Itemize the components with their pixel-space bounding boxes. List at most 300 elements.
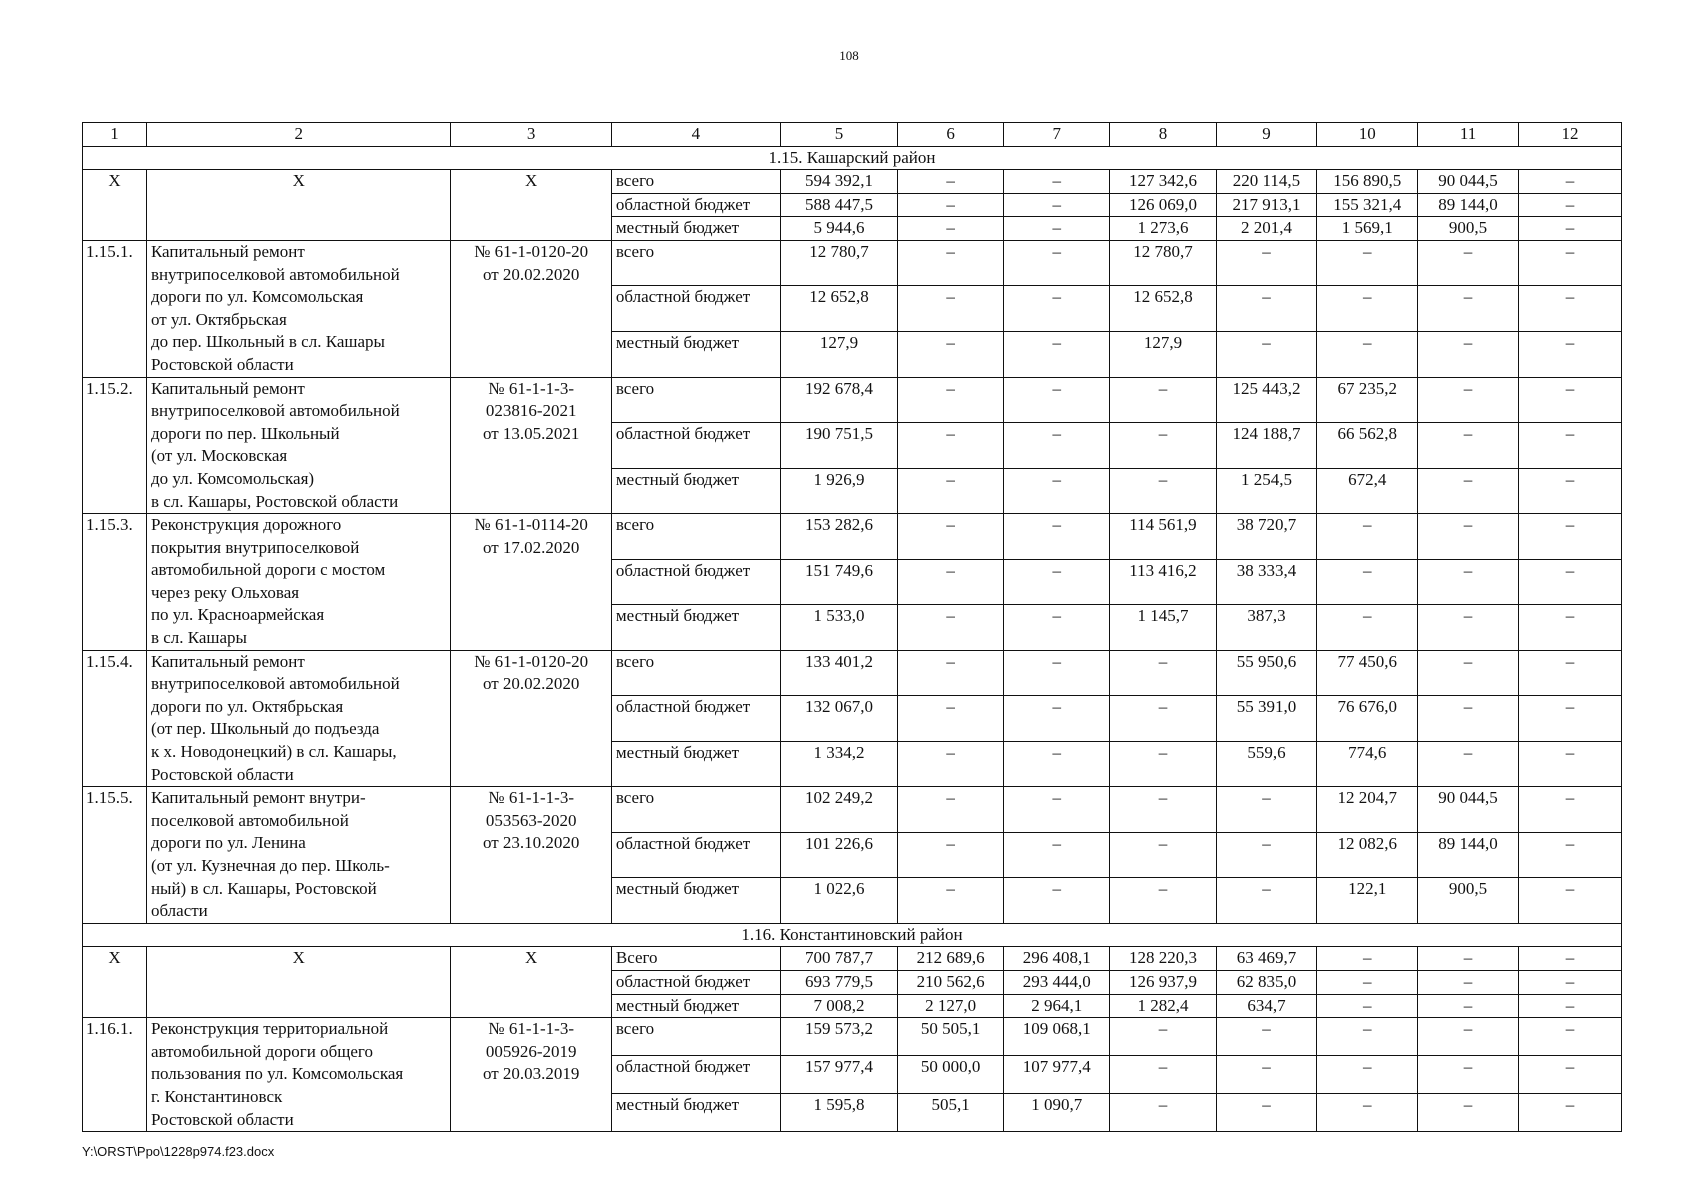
item-document-line: № 61-1-0120-20 (474, 651, 589, 671)
amount-cell: – (1418, 514, 1519, 560)
amount-cell: 109 068,1 (1004, 1018, 1110, 1056)
amount-cell: – (1518, 787, 1621, 833)
section-title: 1.16. Константиновский район (83, 923, 1622, 947)
column-number-cell: 11 (1418, 123, 1519, 147)
item-name (146, 1018, 451, 1132)
funding-source-label: областной бюджет (611, 559, 780, 605)
funding-source-label: областной бюджет (611, 696, 780, 742)
item-name-line: от ул. Октябрьская (150, 309, 287, 329)
amount-cell: 38 333,4 (1216, 559, 1317, 605)
amount-cell: – (1216, 286, 1317, 332)
amount-cell: – (1317, 970, 1418, 994)
amount-cell: 1 334,2 (780, 741, 897, 787)
amount-cell: – (1518, 286, 1621, 332)
amount-cell: – (1518, 1018, 1621, 1056)
amount-cell: – (1110, 741, 1216, 787)
amount-cell: – (1317, 1094, 1418, 1132)
amount-cell: 588 447,5 (780, 193, 897, 217)
amount-cell: – (1418, 650, 1519, 696)
footer-file-path: Y:\ORST\Ppo\1228p974.f23.docx (82, 1144, 275, 1159)
page-number: 108 (839, 48, 859, 63)
amount-cell: 190 751,5 (780, 423, 897, 469)
amount-cell: 293 444,0 (1004, 970, 1110, 994)
amount-cell: – (1518, 832, 1621, 878)
amount-cell: – (1518, 994, 1621, 1018)
amount-cell: – (1110, 1018, 1216, 1056)
amount-cell: – (1110, 423, 1216, 469)
item-name-line: Капитальный ремонт (150, 378, 305, 398)
amount-cell: 900,5 (1418, 217, 1519, 241)
amount-cell: – (1518, 193, 1621, 217)
column-number-cell: 10 (1317, 123, 1418, 147)
funding-source-label: местный бюджет (611, 741, 780, 787)
funding-source-label: местный бюджет (611, 468, 780, 514)
amount-cell: 114 561,9 (1110, 514, 1216, 560)
amount-cell: – (1317, 994, 1418, 1018)
amount-cell: 124 188,7 (1216, 423, 1317, 469)
amount-cell: 192 678,4 (780, 377, 897, 423)
amount-cell: – (1004, 832, 1110, 878)
summary-col1: X (83, 170, 147, 241)
amount-cell: – (1418, 1094, 1519, 1132)
amount-cell: 1 926,9 (780, 468, 897, 514)
amount-cell: – (1004, 787, 1110, 833)
budget-table (82, 122, 1622, 1132)
amount-cell: – (1418, 286, 1519, 332)
amount-cell: 132 067,0 (780, 696, 897, 742)
column-number-cell: 4 (611, 123, 780, 147)
amount-cell: 220 114,5 (1216, 170, 1317, 194)
amount-cell: 12 652,8 (780, 286, 897, 332)
amount-cell: 38 720,7 (1216, 514, 1317, 560)
item-name (146, 377, 451, 514)
amount-cell: 12 082,6 (1317, 832, 1418, 878)
item-row (83, 650, 1622, 696)
amount-cell: – (897, 741, 1003, 787)
amount-cell: 89 144,0 (1418, 193, 1519, 217)
amount-cell: – (1216, 1094, 1317, 1132)
funding-source-label: областной бюджет (611, 193, 780, 217)
amount-cell: 67 235,2 (1317, 377, 1418, 423)
funding-source-label: местный бюджет (611, 1094, 780, 1132)
amount-cell: – (1004, 878, 1110, 924)
amount-cell: – (1110, 650, 1216, 696)
amount-cell: – (1418, 332, 1519, 378)
amount-cell: – (1418, 970, 1519, 994)
column-number-cell: 1 (83, 123, 147, 147)
funding-source-label: местный бюджет (611, 605, 780, 651)
amount-cell: – (897, 559, 1003, 605)
amount-cell: 672,4 (1317, 468, 1418, 514)
item-name-line: (от ул. Кузнечная до пер. Школь- (150, 856, 390, 875)
amount-cell: – (1110, 832, 1216, 878)
item-name-line: (от пер. Школьный до подъезда (150, 719, 380, 739)
amount-cell: 157 977,4 (780, 1056, 897, 1094)
amount-cell: 127,9 (1110, 332, 1216, 378)
amount-cell: 1 569,1 (1317, 217, 1418, 241)
amount-cell: – (897, 286, 1003, 332)
amount-cell: – (1317, 1056, 1418, 1094)
amount-cell: 594 392,1 (780, 170, 897, 194)
amount-cell: – (1317, 559, 1418, 605)
funding-source-label: областной бюджет (611, 423, 780, 469)
item-document-line: от 20.02.2020 (482, 264, 580, 284)
item-name-line: г. Константиновск (150, 1086, 283, 1106)
item-document-line: от 17.02.2020 (482, 537, 580, 557)
summary-col2: X (146, 170, 451, 241)
amount-cell: – (897, 650, 1003, 696)
item-row (83, 1018, 1622, 1056)
item-document-line: 053563-2020 (485, 810, 577, 830)
amount-cell: 1 090,7 (1004, 1094, 1110, 1132)
summary-col3: X (451, 947, 611, 1018)
amount-cell: 1 254,5 (1216, 468, 1317, 514)
amount-cell: 155 321,4 (1317, 193, 1418, 217)
amount-cell: – (1004, 514, 1110, 560)
column-number-cell: 8 (1110, 123, 1216, 147)
item-name-line: Капитальный ремонт (150, 241, 305, 261)
item-name-line: до пер. Школьный в сл. Кашары (150, 332, 385, 352)
amount-cell: 153 282,6 (780, 514, 897, 560)
funding-source-label: областной бюджет (611, 286, 780, 332)
funding-source-label: всего (611, 650, 780, 696)
amount-cell: – (1004, 377, 1110, 423)
amount-cell: – (1518, 605, 1621, 651)
amount-cell: – (1418, 1018, 1519, 1056)
funding-source-label: местный бюджет (611, 332, 780, 378)
item-name-line: поселковой автомобильной (150, 810, 349, 830)
item-document (451, 377, 611, 514)
amount-cell: – (1418, 377, 1519, 423)
amount-cell: 133 401,2 (780, 650, 897, 696)
amount-cell: 50 000,0 (897, 1056, 1003, 1094)
column-number-row (83, 123, 1622, 147)
amount-cell: 700 787,7 (780, 947, 897, 971)
amount-cell: – (897, 468, 1003, 514)
funding-source-label: областной бюджет (611, 832, 780, 878)
amount-cell: – (1110, 377, 1216, 423)
funding-source-label: всего (611, 1018, 780, 1056)
amount-cell: – (1518, 1094, 1621, 1132)
summary-col1: X (83, 947, 147, 1018)
amount-cell: – (1518, 217, 1621, 241)
funding-source-label: всего (611, 787, 780, 833)
item-name-line: ный) в сл. Кашары, Ростовской (150, 878, 377, 898)
item-name-line: Реконструкция дорожного (150, 515, 342, 535)
item-name-line: внутрипоселковой автомобильной (150, 674, 400, 694)
amount-cell: – (1418, 741, 1519, 787)
item-document (451, 514, 611, 651)
item-document (451, 787, 611, 924)
amount-cell: 55 950,6 (1216, 650, 1317, 696)
amount-cell: 122,1 (1317, 878, 1418, 924)
funding-source-label: местный бюджет (611, 217, 780, 241)
item-name (146, 650, 451, 787)
amount-cell: – (897, 878, 1003, 924)
item-name-line: по ул. Красноармейская (150, 605, 325, 625)
amount-cell: – (897, 240, 1003, 286)
amount-cell: – (897, 193, 1003, 217)
amount-cell: – (1216, 832, 1317, 878)
amount-cell: 2 964,1 (1004, 994, 1110, 1018)
item-name-line: дороги по пер. Школьный (150, 423, 340, 443)
item-name-line: до ул. Комсомольская) (150, 468, 315, 488)
column-number-cell: 12 (1518, 123, 1621, 147)
item-name-line: внутрипоселковой автомобильной (150, 264, 400, 284)
item-code: 1.15.4. (83, 650, 147, 787)
item-name-line: Капитальный ремонт (150, 651, 305, 671)
amount-cell: – (1004, 468, 1110, 514)
amount-cell: 50 505,1 (897, 1018, 1003, 1056)
amount-cell: 217 913,1 (1216, 193, 1317, 217)
amount-cell: 127 342,6 (1110, 170, 1216, 194)
amount-cell: – (1004, 650, 1110, 696)
amount-cell: – (1518, 970, 1621, 994)
amount-cell: – (1004, 170, 1110, 194)
amount-cell: – (1518, 377, 1621, 423)
column-number-cell: 9 (1216, 123, 1317, 147)
item-name (146, 514, 451, 651)
amount-cell: 127,9 (780, 332, 897, 378)
amount-cell: 113 416,2 (1110, 559, 1216, 605)
item-name-line: к х. Новодонецкий) в сл. Кашары, (150, 742, 397, 762)
amount-cell: 128 220,3 (1110, 947, 1216, 971)
funding-source-label: всего (611, 514, 780, 560)
item-code: 1.16.1. (83, 1018, 147, 1132)
amount-cell: – (1518, 559, 1621, 605)
amount-cell: – (1110, 1094, 1216, 1132)
amount-cell: – (1418, 240, 1519, 286)
amount-cell: – (1216, 332, 1317, 378)
amount-cell: – (1317, 514, 1418, 560)
item-name-line: Ростовской области (150, 764, 294, 784)
amount-cell: 90 044,5 (1418, 170, 1519, 194)
funding-source-label: местный бюджет (611, 994, 780, 1018)
summary-row (83, 170, 1622, 194)
amount-cell: – (1317, 605, 1418, 651)
item-name-line: внутрипоселковой автомобильной (150, 401, 400, 421)
amount-cell: 159 573,2 (780, 1018, 897, 1056)
amount-cell: – (1518, 741, 1621, 787)
amount-cell: – (1317, 332, 1418, 378)
amount-cell: – (1418, 696, 1519, 742)
item-document-line: № 61-1-1-3- (488, 788, 574, 808)
amount-cell: – (1004, 605, 1110, 651)
amount-cell: 12 652,8 (1110, 286, 1216, 332)
summary-row (83, 947, 1622, 971)
item-name-line: в сл. Кашары, Ростовской области (150, 491, 399, 511)
item-name-line: в сл. Кашары (150, 628, 247, 648)
amount-cell: 89 144,0 (1418, 832, 1519, 878)
item-document-line: от 20.03.2019 (482, 1064, 580, 1084)
amount-cell: – (1418, 994, 1519, 1018)
item-row (83, 240, 1622, 286)
amount-cell: – (1418, 468, 1519, 514)
amount-cell: 1 145,7 (1110, 605, 1216, 651)
amount-cell: – (1418, 605, 1519, 651)
amount-cell: 126 937,9 (1110, 970, 1216, 994)
summary-col2: X (146, 947, 451, 1018)
funding-source-label: местный бюджет (611, 878, 780, 924)
item-name-line: дороги по ул. Ленина (150, 833, 306, 853)
amount-cell: – (897, 332, 1003, 378)
amount-cell: – (1418, 1056, 1519, 1094)
amount-cell: 1 022,6 (780, 878, 897, 924)
amount-cell: 126 069,0 (1110, 193, 1216, 217)
amount-cell: – (1317, 240, 1418, 286)
funding-source-label: всего (611, 170, 780, 194)
item-document-line: № 61-1-0120-20 (474, 241, 589, 261)
amount-cell: 55 391,0 (1216, 696, 1317, 742)
item-name (146, 240, 451, 377)
amount-cell: 66 562,8 (1317, 423, 1418, 469)
funding-source-label: всего (611, 377, 780, 423)
amount-cell: 7 008,2 (780, 994, 897, 1018)
amount-cell: 634,7 (1216, 994, 1317, 1018)
amount-cell: – (1518, 170, 1621, 194)
amount-cell: – (1004, 193, 1110, 217)
item-name-line: дороги по ул. Октябрьская (150, 696, 344, 716)
funding-source-label: областной бюджет (611, 1056, 780, 1094)
amount-cell: – (897, 377, 1003, 423)
column-number-cell: 6 (897, 123, 1003, 147)
amount-cell: – (1110, 696, 1216, 742)
amount-cell: 1 533,0 (780, 605, 897, 651)
amount-cell: 210 562,6 (897, 970, 1003, 994)
funding-source-label: областной бюджет (611, 970, 780, 994)
amount-cell: – (1004, 559, 1110, 605)
amount-cell: 63 469,7 (1216, 947, 1317, 971)
item-name-line: области (150, 901, 208, 921)
amount-cell: – (897, 832, 1003, 878)
amount-cell: 774,6 (1317, 741, 1418, 787)
amount-cell: – (1004, 423, 1110, 469)
amount-cell: – (1004, 332, 1110, 378)
item-code: 1.15.2. (83, 377, 147, 514)
item-name-line: дороги по ул. Комсомольская (150, 287, 364, 307)
amount-cell: – (1518, 1056, 1621, 1094)
amount-cell: 101 226,6 (780, 832, 897, 878)
amount-cell: – (1317, 1018, 1418, 1056)
amount-cell: 505,1 (897, 1094, 1003, 1132)
amount-cell: – (897, 514, 1003, 560)
amount-cell: 102 249,2 (780, 787, 897, 833)
amount-cell: 90 044,5 (1418, 787, 1519, 833)
amount-cell: 12 780,7 (780, 240, 897, 286)
item-name-line: (от ул. Московская (150, 446, 288, 466)
amount-cell: – (1216, 878, 1317, 924)
amount-cell: – (1004, 217, 1110, 241)
section-header-row (83, 923, 1622, 947)
amount-cell: 1 595,8 (780, 1094, 897, 1132)
amount-cell: 5 944,6 (780, 217, 897, 241)
item-document-line: № 61-1-1-3- (488, 1019, 574, 1039)
amount-cell: 77 450,6 (1317, 650, 1418, 696)
item-document (451, 240, 611, 377)
item-row (83, 787, 1622, 833)
item-name-line: автомобильной дороги общего (150, 1041, 373, 1061)
amount-cell: – (1216, 240, 1317, 286)
amount-cell: 12 780,7 (1110, 240, 1216, 286)
item-document-line: 005926-2019 (485, 1041, 577, 1061)
amount-cell: – (1216, 787, 1317, 833)
amount-cell: – (1518, 514, 1621, 560)
item-name-line: Реконструкция территориальной (150, 1019, 389, 1039)
item-document-line: от 13.05.2021 (482, 423, 580, 443)
column-number-cell: 3 (451, 123, 611, 147)
amount-cell: – (1518, 240, 1621, 286)
amount-cell: 1 273,6 (1110, 217, 1216, 241)
amount-cell: 151 749,6 (780, 559, 897, 605)
item-document (451, 1018, 611, 1132)
amount-cell: – (1418, 559, 1519, 605)
item-document-line: № 61-1-0114-20 (474, 515, 588, 535)
amount-cell: – (1418, 423, 1519, 469)
item-row (83, 377, 1622, 423)
item-row (83, 514, 1622, 560)
column-number-cell: 2 (146, 123, 451, 147)
item-document-line: № 61-1-1-3- (488, 378, 574, 398)
amount-cell: – (1004, 696, 1110, 742)
amount-cell: 62 835,0 (1216, 970, 1317, 994)
amount-cell: – (1518, 878, 1621, 924)
amount-cell: – (1110, 1056, 1216, 1094)
amount-cell: – (1216, 1056, 1317, 1094)
amount-cell: 1 282,4 (1110, 994, 1216, 1018)
amount-cell: 107 977,4 (1004, 1056, 1110, 1094)
amount-cell: – (1110, 787, 1216, 833)
amount-cell: – (1216, 1018, 1317, 1056)
amount-cell: – (1110, 878, 1216, 924)
amount-cell: 693 779,5 (780, 970, 897, 994)
item-name-line: покрытия внутрипоселковой (150, 537, 360, 557)
amount-cell: – (1518, 947, 1621, 971)
amount-cell: 76 676,0 (1317, 696, 1418, 742)
item-name-line: Ростовской области (150, 1109, 294, 1129)
amount-cell: – (1004, 741, 1110, 787)
funding-source-label: Всего (611, 947, 780, 971)
item-document-line: 023816-2021 (485, 401, 577, 421)
item-code: 1.15.1. (83, 240, 147, 377)
amount-cell: 2 127,0 (897, 994, 1003, 1018)
amount-cell: – (1518, 696, 1621, 742)
amount-cell: – (1518, 423, 1621, 469)
item-name-line: автомобильной дороги с мостом (150, 560, 386, 580)
amount-cell: – (1418, 947, 1519, 971)
amount-cell: – (897, 170, 1003, 194)
amount-cell: – (897, 423, 1003, 469)
item-name-line: Ростовской области (150, 354, 294, 374)
column-number-cell: 5 (780, 123, 897, 147)
amount-cell: – (1317, 286, 1418, 332)
amount-cell: – (1518, 468, 1621, 514)
item-document (451, 650, 611, 787)
amount-cell: – (897, 217, 1003, 241)
amount-cell: – (1004, 286, 1110, 332)
amount-cell: 900,5 (1418, 878, 1519, 924)
item-name-line: через реку Ольховая (150, 582, 300, 602)
item-name-line: пользования по ул. Комсомольская (150, 1064, 404, 1084)
summary-col3: X (451, 170, 611, 241)
amount-cell: 12 204,7 (1317, 787, 1418, 833)
section-title: 1.15. Кашарский район (83, 146, 1622, 170)
amount-cell: – (1518, 332, 1621, 378)
amount-cell: – (1317, 947, 1418, 971)
amount-cell: 156 890,5 (1317, 170, 1418, 194)
item-document-line: от 20.02.2020 (482, 674, 580, 694)
amount-cell: 559,6 (1216, 741, 1317, 787)
amount-cell: – (897, 787, 1003, 833)
